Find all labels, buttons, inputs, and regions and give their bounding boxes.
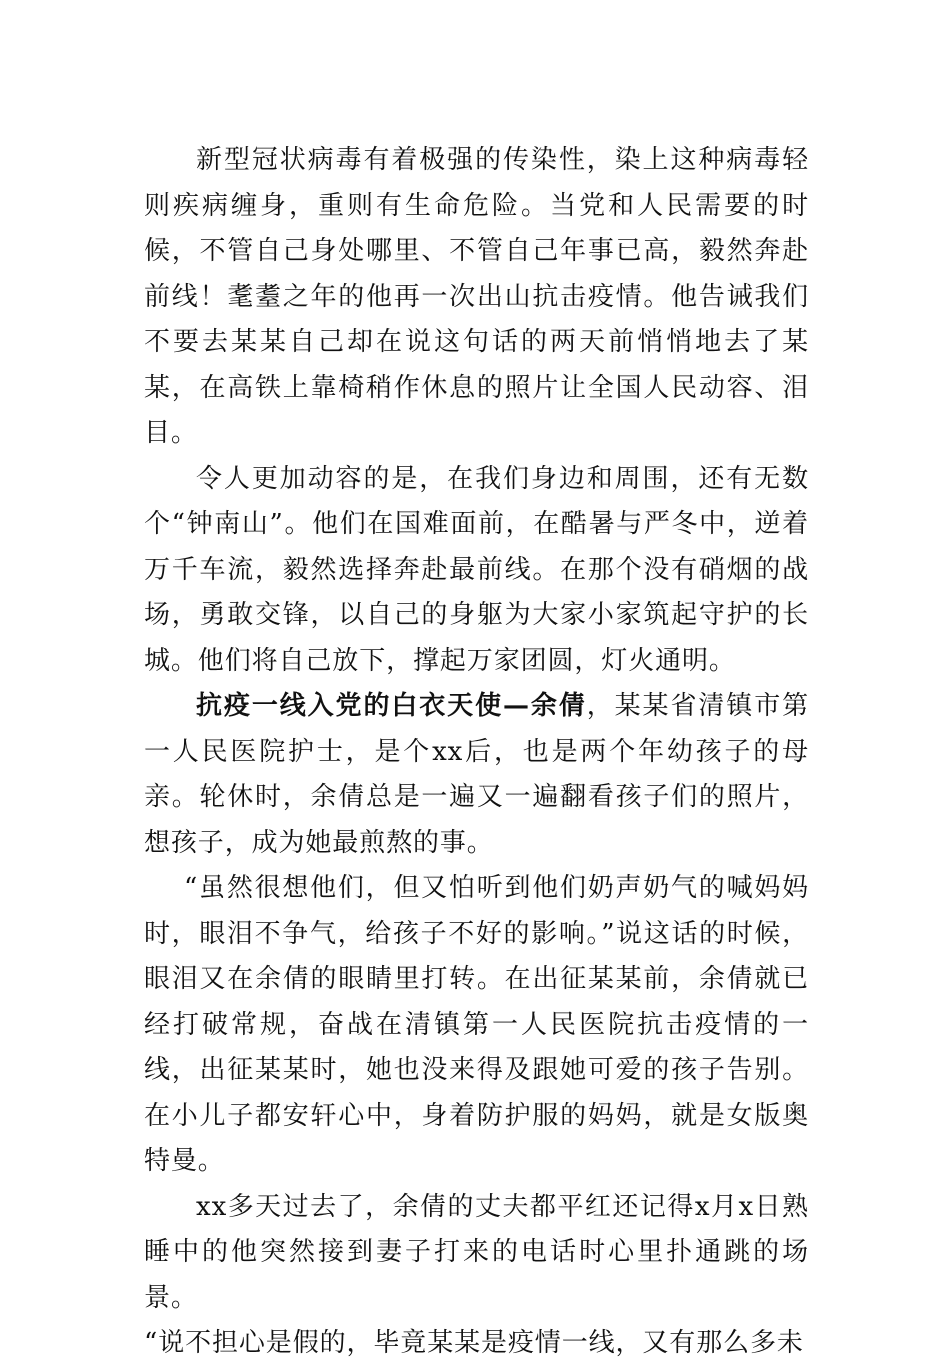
paragraph-3-bold-heading: 抗疫一线入党的白衣天使—余倩: [196, 691, 587, 721]
paragraph-3: [144, 684, 809, 866]
paragraph-5: xx多天过去了，余倩的丈夫都平红还记得x月x日熟睡中的他突然接到妻子打来的电话时心里扑通跳的场景。: [144, 1191, 809, 1313]
paragraph-6: “说不担心是假的，毕竟某某是疫情一线，又有那么多未: [144, 1328, 804, 1358]
paragraph-1: 新型冠状病毒有着极强的传染性，染上这种病毒轻则疾病缠身，重则有生命危险。当党和人民需要的时候，不管自己身处哪里、不管自己年事已高，毅然奔赴前线！耄耋之年的他再一次出山抗击疫情。他告诫我们不要去某某自己却在说这句话的两天前悄悄地去了某某，在高铁上靠椅稍作休息的照片让全国人民动容、泪目。: [144, 145, 809, 448]
paragraph-3-text: ，某某省清镇市第一人民医院护士，是个xx后，也是两个年幼孩子的母亲。轮休时，余倩总是一遍又一遍翻看孩子们的照片，想孩子，成为她最煎熬的事。: [144, 691, 809, 858]
paragraph-2: 令人更加动容的是，在我们身边和周围，还有无数个“钟南山”。他们在国难面前，在酷暑与严冬中，逆着万千车流，毅然选择奔赴最前线。在那个没有硝烟的战场，勇敢交锋，以自己的身躯为大家小家筑起守护的长城。他们将自己放下，撑起万家团圆，灯火通明。: [144, 463, 809, 676]
document-body: [144, 138, 809, 1367]
paragraph-4: “虽然很想他们，但又怕听到他们奶声奶气的喊妈妈时，眼泪不争气，给孩子不好的影响。”说这话的时候，眼泪又在余倩的眼睛里打转。在出征某某前，余倩就已经打破常规，奋战在清镇第一人民医院抗击疫情的一线，出征某某时，她也没来得及跟她可爱的孩子告别。在小儿子都安轩心中，身着防护服的妈妈，就是女版奥特曼。: [144, 873, 809, 1176]
